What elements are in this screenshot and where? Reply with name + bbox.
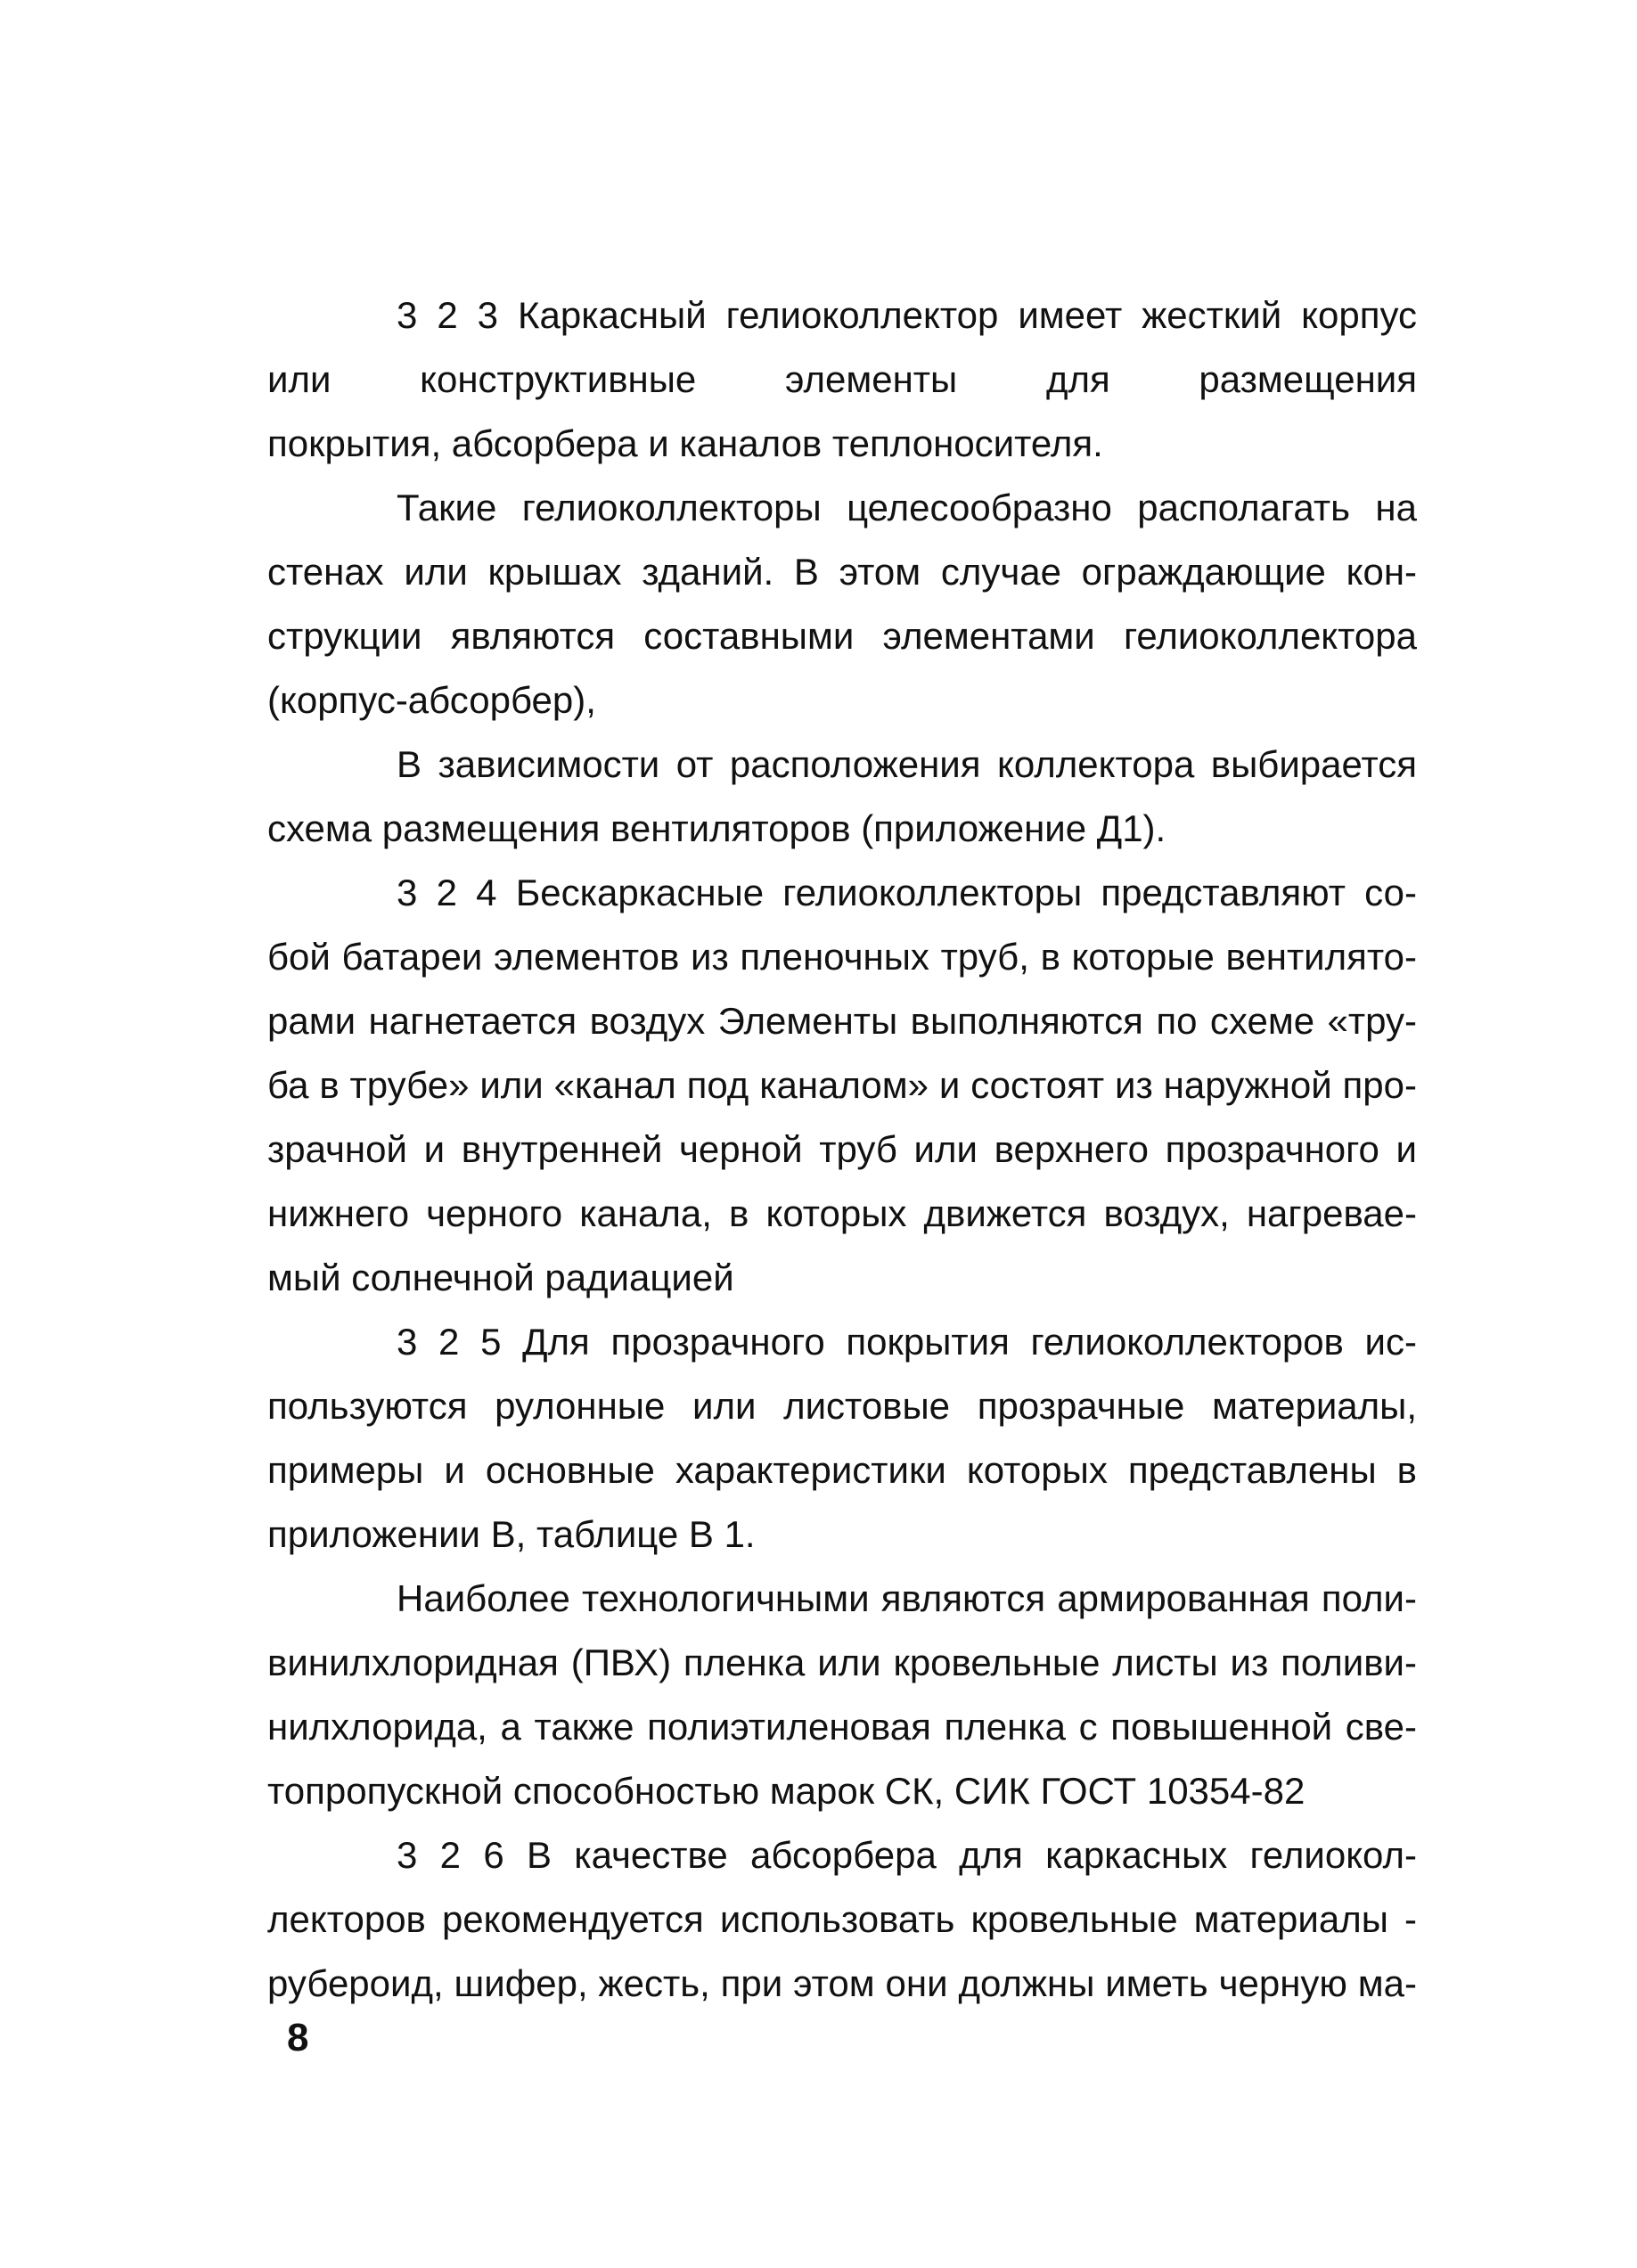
text-line: 3 2 5 Для прозрачного покрытия гелиоколлекторов ис- [397,1321,1417,1363]
text-line: топропускной способностью марок СК, СИК ГОСТ 10354-82 [267,1770,1306,1812]
text-line: нижнего черного канала, в которых движется воздух, нагревае- [267,1192,1417,1234]
text-line: В зависимости от расположения коллектора выбирается [397,743,1417,785]
text-line: 3 2 4 Бескаркасные гелиоколлекторы представляют со- [397,872,1417,913]
text-line: ба в трубе» или «канал под каналом» и состоят из наружной про- [267,1064,1417,1106]
text-line: Наиболее технологичными являются армированная поли- [397,1577,1417,1619]
body-text [267,283,1417,2016]
text-line: 3 2 3 Каркасный гелиоколлектор имеет жесткий корпус [397,294,1417,336]
text-line: рами нагнетается воздух Элементы выполняются по схеме «тру- [267,1000,1417,1042]
text-line: Такие гелиоколлекторы целесообразно располагать на [397,487,1417,528]
paragraph-pvc-film [267,1567,1417,1823]
text-line: мый солнечной радиацией [267,1257,734,1298]
paragraph-frame-collectors [267,476,1417,733]
text-line: струкции являются составными элементами гелиоколлектора [267,615,1417,657]
paragraph-3-2-4 [267,861,1417,1310]
paragraph-3-2-5 [267,1310,1417,1567]
text-line: приложении В, таблице В 1. [267,1513,756,1555]
text-line: рубероид, шифер, жесть, при этом они должны иметь черную ма- [267,1962,1417,2004]
text-line: бой батареи элементов из пленочных труб, в которые вентилято- [267,936,1417,978]
text-line: лекторов рекомендуется использовать кровельные материалы - [267,1898,1417,1940]
text-line: пользуются рулонные или листовые прозрачные материалы, [267,1385,1417,1427]
text-line: винилхлоридная (ПВХ) пленка или кровельные листы из поливи- [267,1642,1417,1683]
text-line: схема размещения вентиляторов (приложение Д1). [267,807,1166,849]
page-number: 8 [287,2016,309,2059]
text-line: 3 2 6 В качестве абсорбера для каркасных гелиокол- [397,1834,1417,1876]
text-line: примеры и основные характеристики которых представлены в [267,1449,1417,1491]
paragraph-3-2-6 [267,1823,1417,2016]
text-line: покрытия, абсорбера и каналов теплоносителя. [267,422,1103,464]
paragraph-fan-layout [267,733,1417,861]
paragraph-3-2-3 [267,283,1417,476]
text-line: или конструктивные элементы для размещения [267,358,1417,400]
text-line: нилхлорида, а также полиэтиленовая пленка с повышенной све- [267,1706,1417,1748]
text-line: (корпус-абсорбер), [267,679,596,721]
text-line: зрачной и внутренней черной труб или верхнего прозрачного и [267,1128,1417,1170]
text-line: стенах или крышах зданий. В этом случае ограждающие кон- [267,551,1417,593]
